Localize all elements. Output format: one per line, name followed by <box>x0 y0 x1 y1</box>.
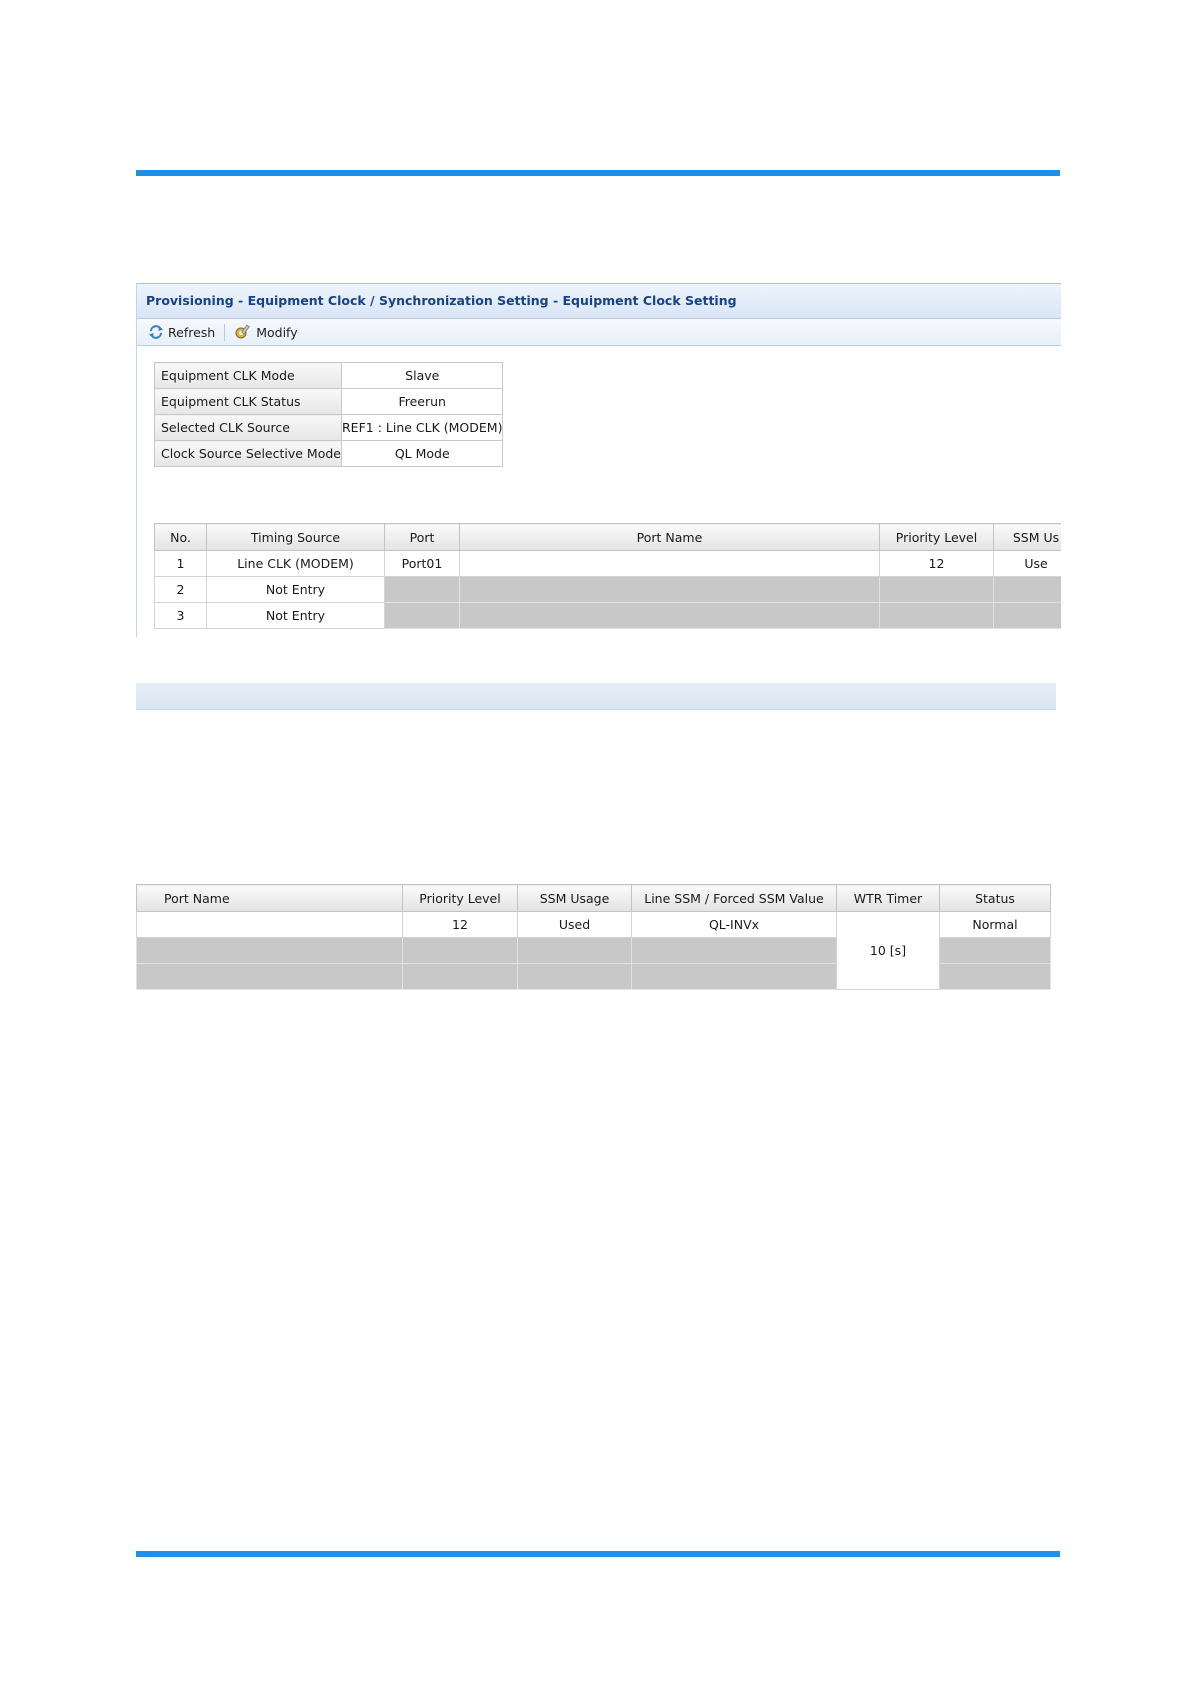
info-value: QL Mode <box>342 441 503 467</box>
cell-blank <box>632 938 837 964</box>
cell-blank <box>403 938 518 964</box>
cell-wtr-timer: 10 [s] <box>837 912 940 990</box>
info-row <box>155 389 503 415</box>
cell-blank <box>460 577 880 603</box>
info-key: Clock Source Selective Mode <box>155 441 342 467</box>
refresh-button[interactable] <box>143 324 220 340</box>
top-rule <box>136 170 1060 176</box>
cell-blank <box>518 964 632 990</box>
bottom-rule <box>136 1551 1060 1557</box>
info-value: REF1 : Line CLK (MODEM) <box>342 415 503 441</box>
column-header-wtr-timer[interactable]: WTR Timer <box>837 885 940 912</box>
table-row[interactable] <box>155 551 1062 577</box>
info-value: Slave <box>342 363 503 389</box>
modify-button[interactable] <box>229 324 302 340</box>
panel-title: Provisioning - Equipment Clock / Synchronization Setting - Equipment Clock Setting <box>137 283 1061 319</box>
refresh-icon <box>148 324 164 340</box>
cell-blank <box>880 577 994 603</box>
cell-status: Normal <box>940 912 1051 938</box>
cell-priority-level: 12 <box>403 912 518 938</box>
column-header-port-name[interactable]: Port Name <box>460 524 880 551</box>
cell-blank <box>403 964 518 990</box>
cell-ssm-usage: Use <box>994 551 1062 577</box>
cell-blank <box>880 603 994 629</box>
cell-blank <box>385 577 460 603</box>
cell-no: 1 <box>155 551 207 577</box>
cell-priority-level: 12 <box>880 551 994 577</box>
column-header-ssm-usage[interactable]: SSM Usage <box>518 885 632 912</box>
column-header-ssm-usage[interactable]: SSM Us <box>994 524 1062 551</box>
cell-no: 3 <box>155 603 207 629</box>
cell-blank <box>632 964 837 990</box>
toolbar-separator <box>224 324 225 341</box>
cell-port-name <box>460 551 880 577</box>
column-header-priority-level[interactable]: Priority Level <box>403 885 518 912</box>
modify-label: Modify <box>256 324 298 340</box>
equipment-clock-panel <box>136 283 1061 637</box>
table-row[interactable] <box>137 912 1051 938</box>
column-header-priority-level[interactable]: Priority Level <box>880 524 994 551</box>
info-value: Freerun <box>342 389 503 415</box>
refresh-label: Refresh <box>168 324 216 340</box>
column-header-port[interactable]: Port <box>385 524 460 551</box>
header-row <box>155 524 1062 551</box>
cell-line-ssm: QL-INVx <box>632 912 837 938</box>
timing-source-detail-table <box>136 884 1051 990</box>
table-row[interactable] <box>155 577 1062 603</box>
clock-info-table <box>154 362 503 467</box>
cell-blank <box>385 603 460 629</box>
info-key: Selected CLK Source <box>155 415 342 441</box>
cell-blank <box>137 964 403 990</box>
column-header-port-name[interactable]: Port Name <box>137 885 403 912</box>
info-key: Equipment CLK Mode <box>155 363 342 389</box>
cell-timing-source: Not Entry <box>207 603 385 629</box>
column-header-no[interactable]: No. <box>155 524 207 551</box>
cell-blank <box>460 603 880 629</box>
cell-blank <box>994 577 1062 603</box>
header-row <box>137 885 1051 912</box>
cell-blank <box>940 938 1051 964</box>
column-header-status[interactable]: Status <box>940 885 1051 912</box>
cell-port: Port01 <box>385 551 460 577</box>
cell-blank <box>994 603 1062 629</box>
modify-icon <box>234 324 252 340</box>
toolbar <box>137 319 1061 346</box>
column-header-line-ssm[interactable]: Line SSM / Forced SSM Value <box>632 885 837 912</box>
cell-blank <box>518 938 632 964</box>
cell-ssm-usage: Used <box>518 912 632 938</box>
cell-port-name <box>137 912 403 938</box>
continuation-bar <box>136 683 1056 710</box>
cell-blank <box>137 938 403 964</box>
info-key: Equipment CLK Status <box>155 389 342 415</box>
cell-no: 2 <box>155 577 207 603</box>
column-header-timing-source[interactable]: Timing Source <box>207 524 385 551</box>
info-row <box>155 441 503 467</box>
table-row[interactable] <box>155 603 1062 629</box>
info-row <box>155 363 503 389</box>
cell-timing-source: Line CLK (MODEM) <box>207 551 385 577</box>
info-row <box>155 415 503 441</box>
timing-source-table <box>154 523 1061 629</box>
cell-blank <box>940 964 1051 990</box>
cell-timing-source: Not Entry <box>207 577 385 603</box>
